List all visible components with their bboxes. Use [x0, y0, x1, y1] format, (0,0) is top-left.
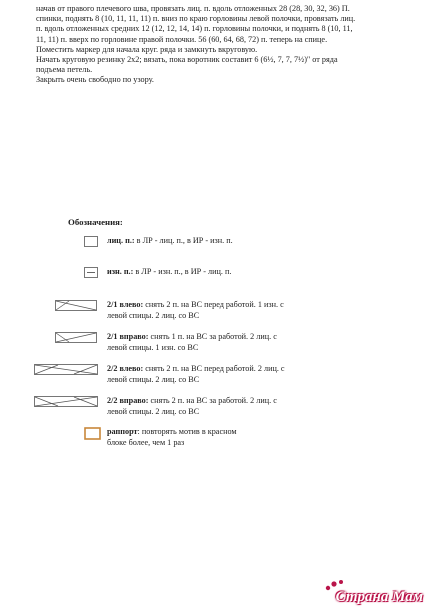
legend-term: раппорт — [107, 427, 138, 436]
legend-term: 2/2 вправо: — [107, 396, 149, 405]
purl-stitch-icon — [84, 267, 98, 278]
legend-text: снять 2 п. на ВС за работой. 2 лиц. с левой спицы. 2 лиц. со ВС — [107, 396, 277, 416]
cable-2-2-left-icon — [34, 364, 98, 375]
legend-text: снять 2 п. на ВС перед работой. 1 изн. с левой спицы. 2 лиц. со ВС — [107, 300, 284, 320]
watermark-text: Страна Мам — [335, 589, 423, 605]
legend-text: в ЛР - изн. п., в ИР - лиц. п. — [133, 267, 232, 276]
legend-text: в ЛР - лиц. п., в ИР - изн. п. — [134, 236, 233, 245]
legend-text: снять 2 п. на ВС перед работой. 2 лиц. с левой спицы. 2 лиц. со ВС — [107, 364, 285, 384]
cable-2-1-left-icon — [55, 300, 97, 311]
legend-desc — [107, 396, 297, 417]
watermark-logo — [336, 589, 423, 606]
legend-term: изн. п.: — [107, 267, 134, 276]
legend-desc — [107, 427, 257, 448]
instructions-line: спинки, поднять 8 (10, 11, 11, 11) п. вниз по краю горловины левой полочки, провязать лиц. — [36, 14, 356, 24]
legend-desc — [107, 364, 297, 385]
instructions-line: 11, 11) п. вверх по горловине правой полочки. 56 (60, 64, 68, 72) п. теперь на спице. — [36, 34, 328, 44]
instructions-line: п. вдоль отложенных средних 12 (12, 12, 14, 14) п. горловины полочки, и поднять 8 (10, 11, — [36, 24, 353, 34]
cable-2-1-right-icon — [55, 332, 97, 343]
legend-term: 2/1 вправо: — [107, 332, 149, 341]
instructions-line: Поместить маркер для начала круг. ряда и замкнуть вкруговую. — [36, 44, 258, 54]
knit-stitch-icon — [84, 236, 98, 247]
instructions-paragraph — [36, 4, 394, 86]
repeat-box-icon — [84, 427, 101, 440]
legend-term: 2/2 влево: — [107, 364, 144, 373]
cable-2-2-right-icon — [34, 396, 98, 407]
instructions-line: подъема петель. — [36, 65, 93, 75]
legend-desc — [107, 300, 297, 321]
instructions-line: начав от правого плечевого шва, провязать лиц. п. вдоль отложенных 28 (28, 30, 32, 36) П. — [36, 4, 350, 13]
legend-desc — [107, 332, 297, 353]
legend-term: лиц. п.: — [107, 236, 135, 245]
legend-text: : повторять мотив в красном блоке более, чем 1 раз — [107, 427, 237, 447]
legend-desc — [107, 236, 297, 247]
instructions-line: Закрыть очень свободно по узору. — [36, 75, 154, 85]
legend-desc — [107, 267, 297, 278]
legend-text: снять 1 п. на ВС за работой. 2 лиц. с левой спицы. 1 изн. со ВС — [107, 332, 277, 352]
instructions-line: Начать круговую резинку 2х2; вязать, пока воротник составит 6 (6½, 7, 7, 7½)" от ряда — [36, 55, 338, 65]
legend-title: Обозначения: — [68, 217, 123, 227]
watermark-dots-icon — [324, 579, 346, 593]
legend-term: 2/1 влево: — [107, 300, 144, 309]
